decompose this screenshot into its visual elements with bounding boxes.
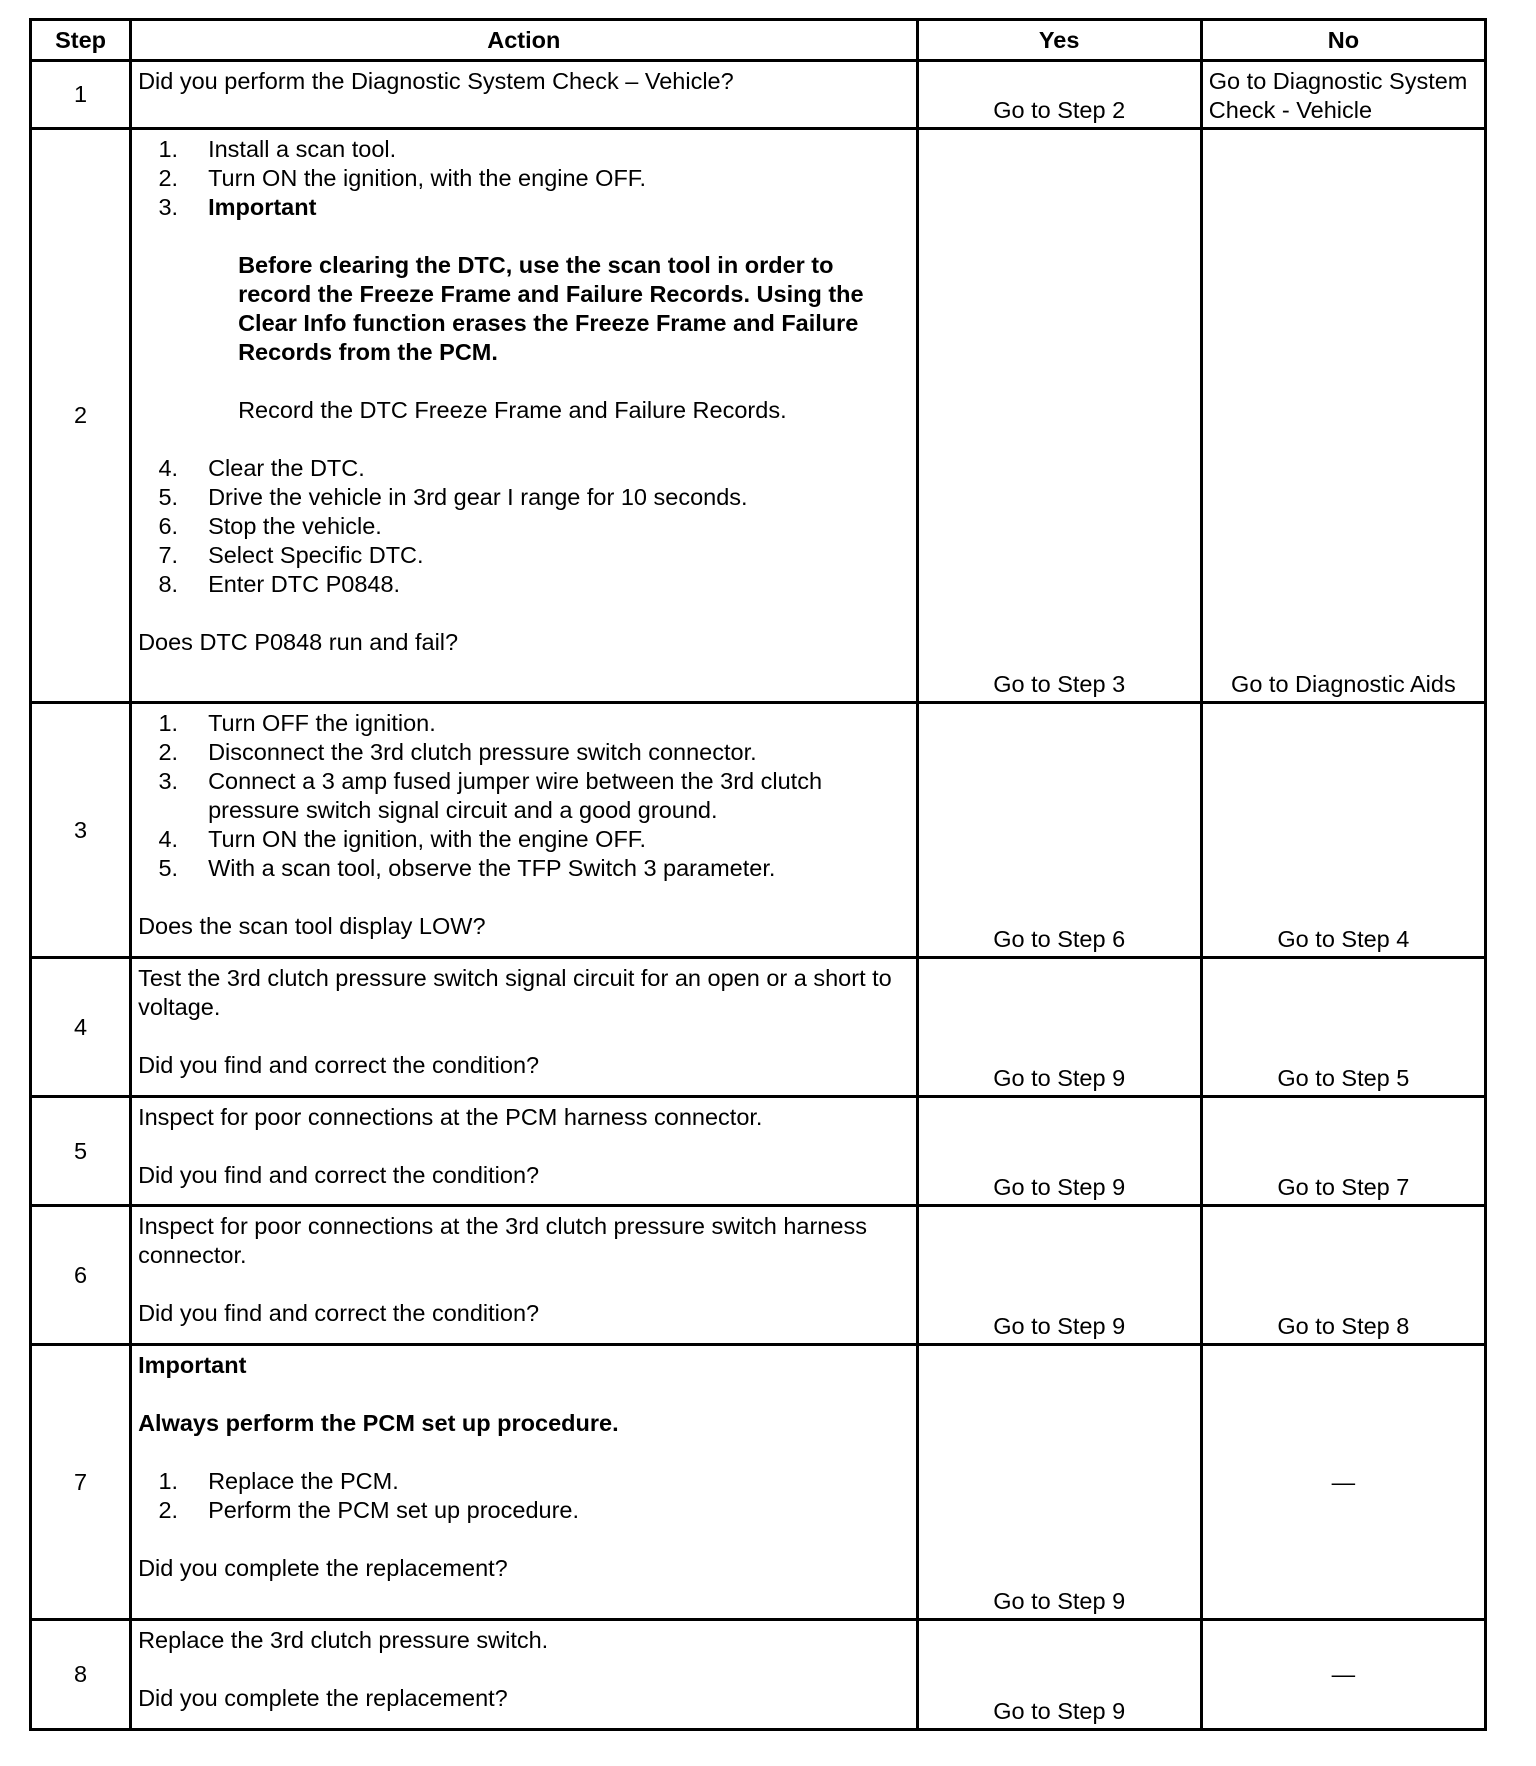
step-row-1 <box>31 61 1486 129</box>
step-number: 6 <box>31 1206 131 1345</box>
important-note: Before clearing the DTC, use the scan tool in order to record the Freeze Frame and Failure Records. Using the Clear Info function erases the Freeze Frame and Failure Records from the PCM. <box>238 252 864 365</box>
yes-cell: Go to Step 9 <box>917 1345 1201 1620</box>
yes-cell: Go to Step 6 <box>917 703 1201 958</box>
list-item: 7. Select Specific DTC. <box>158 542 424 568</box>
list-item: 2. Perform the PCM set up procedure. <box>158 1497 580 1523</box>
action-cell <box>131 1206 918 1345</box>
action-question: Did you find and correct the condition? <box>138 1300 540 1326</box>
yes-cell: Go to Step 9 <box>917 1097 1201 1206</box>
action-text: Replace the 3rd clutch pressure switch. <box>138 1627 549 1653</box>
header-row <box>31 20 1486 61</box>
yes-cell: Go to Step 9 <box>917 1206 1201 1345</box>
no-cell: Go to Diagnostic System Check - Vehicle <box>1201 61 1485 129</box>
action-cell <box>131 703 918 958</box>
step-number: 8 <box>31 1620 131 1730</box>
list-item: 1. Install a scan tool. <box>158 136 397 162</box>
action-cell <box>131 1097 918 1206</box>
step-row-8 <box>31 1620 1486 1730</box>
action-question: Does the scan tool display LOW? <box>138 913 486 939</box>
header-yes: Yes <box>917 20 1201 61</box>
step-number: 1 <box>31 61 131 129</box>
action-text: Inspect for poor connections at the 3rd clutch pressure switch harness connector. <box>138 1213 867 1268</box>
yes-cell: Go to Step 9 <box>917 1620 1201 1730</box>
action-cell <box>131 1620 918 1730</box>
step-row-4 <box>31 958 1486 1097</box>
diagnostic-table <box>29 18 1487 1731</box>
action-text: Inspect for poor connections at the PCM harness connector. <box>138 1104 763 1130</box>
step-number: 3 <box>31 703 131 958</box>
action-cell <box>131 1345 918 1620</box>
action-question: Did you find and correct the condition? <box>138 1162 540 1188</box>
important-note: Always perform the PCM set up procedure. <box>138 1410 619 1436</box>
list-item: 5. Drive the vehicle in 3rd gear I range for 10 seconds. <box>158 484 748 510</box>
action-question: Did you complete the replacement? <box>138 1555 508 1581</box>
step-row-5 <box>31 1097 1486 1206</box>
header-action: Action <box>131 20 918 61</box>
action-text: Test the 3rd clutch pressure switch signal circuit for an open or a short to voltage. <box>138 965 892 1020</box>
action-question: Did you find and correct the condition? <box>138 1052 540 1078</box>
no-cell: Go to Step 7 <box>1201 1097 1485 1206</box>
no-cell: Go to Step 4 <box>1201 703 1485 958</box>
action-question: Does DTC P0848 run and fail? <box>138 629 459 655</box>
step-row-2 <box>31 129 1486 703</box>
step-number: 2 <box>31 129 131 703</box>
list-item: 5. With a scan tool, observe the TFP Switch 3 parameter. <box>158 855 776 881</box>
list-item: 4. Clear the DTC. <box>158 455 365 481</box>
no-cell: Go to Step 8 <box>1201 1206 1485 1345</box>
step-number: 5 <box>31 1097 131 1206</box>
procedure-list <box>138 1467 910 1525</box>
no-cell: Go to Diagnostic Aids <box>1201 129 1485 703</box>
list-item: 4. Turn ON the ignition, with the engine OFF. <box>158 826 647 852</box>
step-row-7 <box>31 1345 1486 1620</box>
yes-cell: Go to Step 3 <box>917 129 1201 703</box>
important-heading: Important <box>208 194 317 220</box>
action-question: Did you complete the replacement? <box>138 1685 508 1711</box>
procedure-list <box>138 454 910 599</box>
action-cell <box>131 129 918 703</box>
yes-cell: Go to Step 9 <box>917 958 1201 1097</box>
action-question: Did you perform the Diagnostic System Check – Vehicle? <box>138 68 734 94</box>
list-item: 3. Important <box>138 193 910 222</box>
action-cell <box>131 958 918 1097</box>
step-number: 7 <box>31 1345 131 1620</box>
no-cell: — <box>1201 1345 1485 1620</box>
yes-cell: Go to Step 2 <box>917 61 1201 129</box>
procedure-list <box>138 709 910 883</box>
list-item: 2. Disconnect the 3rd clutch pressure switch connector. <box>158 739 757 765</box>
step-number: 4 <box>31 958 131 1097</box>
no-cell: — <box>1201 1620 1485 1730</box>
list-item: 1. Turn OFF the ignition. <box>158 710 436 736</box>
procedure-list <box>138 135 910 222</box>
header-no: No <box>1201 20 1485 61</box>
action-cell <box>131 61 918 129</box>
record-note: Record the DTC Freeze Frame and Failure Records. <box>238 397 787 423</box>
step-row-6 <box>31 1206 1486 1345</box>
important-heading: Important <box>138 1352 247 1378</box>
step-row-3 <box>31 703 1486 958</box>
list-item: 3. Connect a 3 amp fused jumper wire between the 3rd clutch pressure switch signal circuit and a good ground. <box>158 768 823 823</box>
list-item: 8. Enter DTC P0848. <box>158 571 401 597</box>
header-step: Step <box>31 20 131 61</box>
list-item: 2. Turn ON the ignition, with the engine OFF. <box>158 165 647 191</box>
list-item: 6. Stop the vehicle. <box>158 513 382 539</box>
list-item: 1. Replace the PCM. <box>158 1468 399 1494</box>
no-cell: Go to Step 5 <box>1201 958 1485 1097</box>
